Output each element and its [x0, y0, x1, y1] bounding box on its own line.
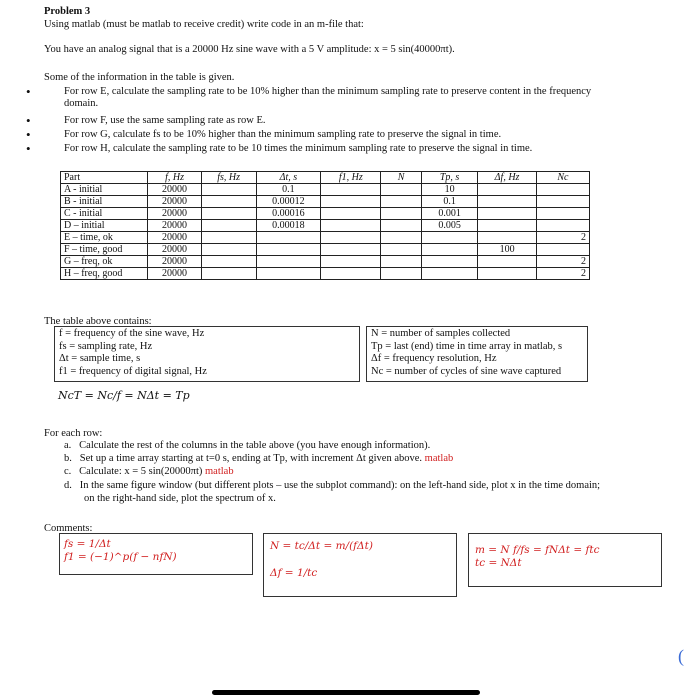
legend-right-3: Δf = frequency resolution, Hz: [371, 353, 497, 365]
table-cell: 0.00016: [256, 208, 321, 220]
bullet-row-e-text: For row E, calculate the sampling rate to be 10% higher than the minimum sampling rate to preserve content in the frequency: [64, 86, 592, 97]
task-d: [64, 480, 684, 493]
table-cell: 0.1: [256, 184, 321, 196]
row-label-cell: D – initial: [61, 220, 148, 232]
comment-fs: fs = 1/Δt: [64, 538, 111, 550]
table-cell: [201, 196, 256, 208]
task-text: In the same figure window (but different plots – use the subplot command): on the left-hand side, plot x in the time domain;: [79, 480, 601, 491]
table-cell: 20000: [148, 208, 201, 220]
table-cell: 0.005: [421, 220, 477, 232]
table-cell: 10: [421, 184, 477, 196]
task-text: Calculate the rest of the columns in the table above (you have enough information).: [79, 440, 431, 451]
table-cell: [478, 256, 537, 268]
table-header-row: [61, 172, 590, 184]
table-cell: [381, 196, 421, 208]
legend-heading: The table above contains:: [44, 316, 152, 327]
legend-left-1: f = frequency of the sine wave, Hz: [59, 328, 205, 339]
intro-line: [44, 44, 455, 57]
table-cell: 100: [478, 244, 537, 256]
comment-tc: tc = NΔt: [475, 556, 522, 569]
legend-left-4: f1 = frequency of digital signal, Hz: [59, 365, 207, 377]
table-cell: [421, 256, 477, 268]
table-cell: 20000: [148, 256, 201, 268]
bullet-dot: •: [26, 84, 31, 99]
task-b: [64, 453, 453, 466]
table-cell: [478, 184, 537, 196]
table-row: [61, 256, 590, 268]
comment-f1: f1 = (−1)^p(f − nfN): [64, 550, 177, 563]
table-cell: [478, 208, 537, 220]
legend-right-2: Tp = last (end) time in time array in matlab, s: [371, 340, 563, 352]
intro-text: You have an analog signal that is a 20000 Hz sine wave with a 5 V amplitude: x = 5 sin(40000πt).: [44, 44, 455, 55]
task-note: matlab: [424, 453, 454, 464]
table-cell: 20000: [148, 244, 201, 256]
table-cell: [321, 196, 381, 208]
bullet-row-g: For row G, calculate fs to be 10% higher than the minimum sampling rate to preserve the signal in time.: [64, 129, 502, 140]
table-cell: [478, 232, 537, 244]
table-cell: [381, 268, 421, 280]
table-row: [61, 220, 590, 232]
table-cell: [201, 184, 256, 196]
table-cell: [536, 196, 589, 208]
table-cell: [256, 244, 321, 256]
table-row: [61, 208, 590, 220]
table-cell: 0.001: [421, 208, 477, 220]
table-cell: 0.00012: [256, 196, 321, 208]
problem-title: Problem 3: [44, 6, 91, 17]
row-label-cell: B - initial: [61, 196, 148, 208]
table-cell: 20000: [148, 196, 201, 208]
given-line: Some of the information in the table is given.: [44, 72, 235, 83]
col-df: Δf, Hz: [478, 172, 537, 184]
table-cell: [321, 256, 381, 268]
table-cell: [381, 232, 421, 244]
bullet-dot: •: [26, 113, 31, 128]
table-cell: [478, 220, 537, 232]
comment-box-1: [59, 533, 253, 575]
table-cell: [536, 208, 589, 220]
comment-n: N = tc/Δt = m/(fΔt): [270, 540, 373, 552]
comments-heading: Comments:: [44, 523, 93, 534]
task-note: matlab: [205, 466, 234, 477]
comment-box-3: [468, 533, 662, 587]
table-cell: [201, 256, 256, 268]
row-label-cell: G – freq, ok: [61, 256, 148, 268]
task-label: d.: [64, 480, 72, 491]
table-cell: [321, 220, 381, 232]
col-dt: Δt, s: [256, 172, 321, 184]
comment-m: m = N f/fs = fNΔt = ftc: [475, 544, 600, 556]
row-label-cell: C - initial: [61, 208, 148, 220]
table-cell: [381, 208, 421, 220]
table-cell: [201, 208, 256, 220]
table-cell: [381, 244, 421, 256]
table-cell: [256, 268, 321, 280]
bullet-row-e-cont: domain.: [64, 98, 99, 109]
table-cell: [381, 256, 421, 268]
table-cell: [256, 232, 321, 244]
table-cell: 0.1: [421, 196, 477, 208]
table-cell: [421, 244, 477, 256]
table-cell: [321, 208, 381, 220]
table-cell: [321, 184, 381, 196]
task-label: c.: [64, 466, 72, 477]
table-cell: 20000: [148, 184, 201, 196]
table-row: [61, 244, 590, 256]
data-table: [60, 171, 590, 280]
table-cell: 2: [536, 256, 589, 268]
bullet-dot: •: [26, 127, 31, 142]
instruction-line: Using matlab (must be matlab to receive credit) write code in an m-file that:: [44, 19, 364, 30]
table-cell: [536, 184, 589, 196]
col-n: N: [381, 172, 421, 184]
table-cell: [321, 244, 381, 256]
col-fs: fs, Hz: [201, 172, 256, 184]
table-cell: [478, 268, 537, 280]
bullet-dot: •: [26, 141, 31, 156]
table-cell: [381, 220, 421, 232]
table-cell: [201, 232, 256, 244]
table-row: [61, 268, 590, 280]
table-cell: 20000: [148, 232, 201, 244]
row-label-cell: A - initial: [61, 184, 148, 196]
task-a: [64, 440, 430, 453]
comment-box-2: [263, 533, 457, 597]
table-cell: [201, 268, 256, 280]
table-cell: [201, 220, 256, 232]
legend-left-3: Δt = sample time, s: [59, 353, 141, 365]
table-cell: [201, 244, 256, 256]
col-f: f, Hz: [148, 172, 201, 184]
col-part: Part: [61, 172, 148, 184]
table-row: [61, 232, 590, 244]
table-cell: 20000: [148, 268, 201, 280]
table-cell: [256, 256, 321, 268]
table-cell: 20000: [148, 220, 201, 232]
task-d-cont: on the right-hand side, plot the spectrum of x.: [84, 493, 276, 504]
table-cell: [478, 196, 537, 208]
table-cell: [321, 268, 381, 280]
col-nc: Nc: [536, 172, 589, 184]
task-text: Set up a time array starting at t=0 s, ending at Tp, with increment Δt given above.: [79, 453, 423, 464]
tasks-heading: For each row:: [44, 428, 103, 439]
comment-df: Δf = 1/tc: [270, 566, 318, 579]
task-text: Calculate: x = 5 sin(20000πt): [79, 466, 203, 477]
task-label: a.: [64, 440, 72, 451]
row-label-cell: E – time, ok: [61, 232, 148, 244]
table-cell: [321, 232, 381, 244]
table-cell: 0.00018: [256, 220, 321, 232]
bullet-row-e: [64, 86, 674, 99]
table-cell: [421, 268, 477, 280]
table-cell: [381, 184, 421, 196]
home-indicator[interactable]: [212, 690, 480, 695]
col-tp: Tp, s: [421, 172, 477, 184]
cycle-relation: NcT = Nc/f = NΔt = Tp: [58, 389, 190, 402]
table-row: [61, 196, 590, 208]
table-body: [61, 184, 590, 280]
bullet-row-h: For row H, calculate the sampling rate to be 10 times the minimum sampling rate to preserve the signal in time.: [64, 143, 533, 154]
partial-circle-icon[interactable]: (: [678, 646, 684, 666]
task-c: [64, 466, 234, 479]
table-cell: 2: [536, 268, 589, 280]
legend-right-box: [366, 326, 588, 382]
legend-left-2: fs = sampling rate, Hz: [59, 340, 153, 352]
row-label-cell: F – time, good: [61, 244, 148, 256]
row-label-cell: H – freq, good: [61, 268, 148, 280]
bullet-row-f: For row F, use the same sampling rate as row E.: [64, 115, 266, 126]
table-cell: 2: [536, 232, 589, 244]
table-cell: [536, 220, 589, 232]
legend-right-4: Nc = number of cycles of sine wave captured: [371, 365, 562, 377]
table-cell: [421, 232, 477, 244]
legend-right-1: N = number of samples collected: [371, 328, 511, 339]
col-f1: f1, Hz: [321, 172, 381, 184]
task-label: b.: [64, 453, 72, 464]
legend-left-box: [54, 326, 360, 382]
table-cell: [536, 244, 589, 256]
table-row: [61, 184, 590, 196]
